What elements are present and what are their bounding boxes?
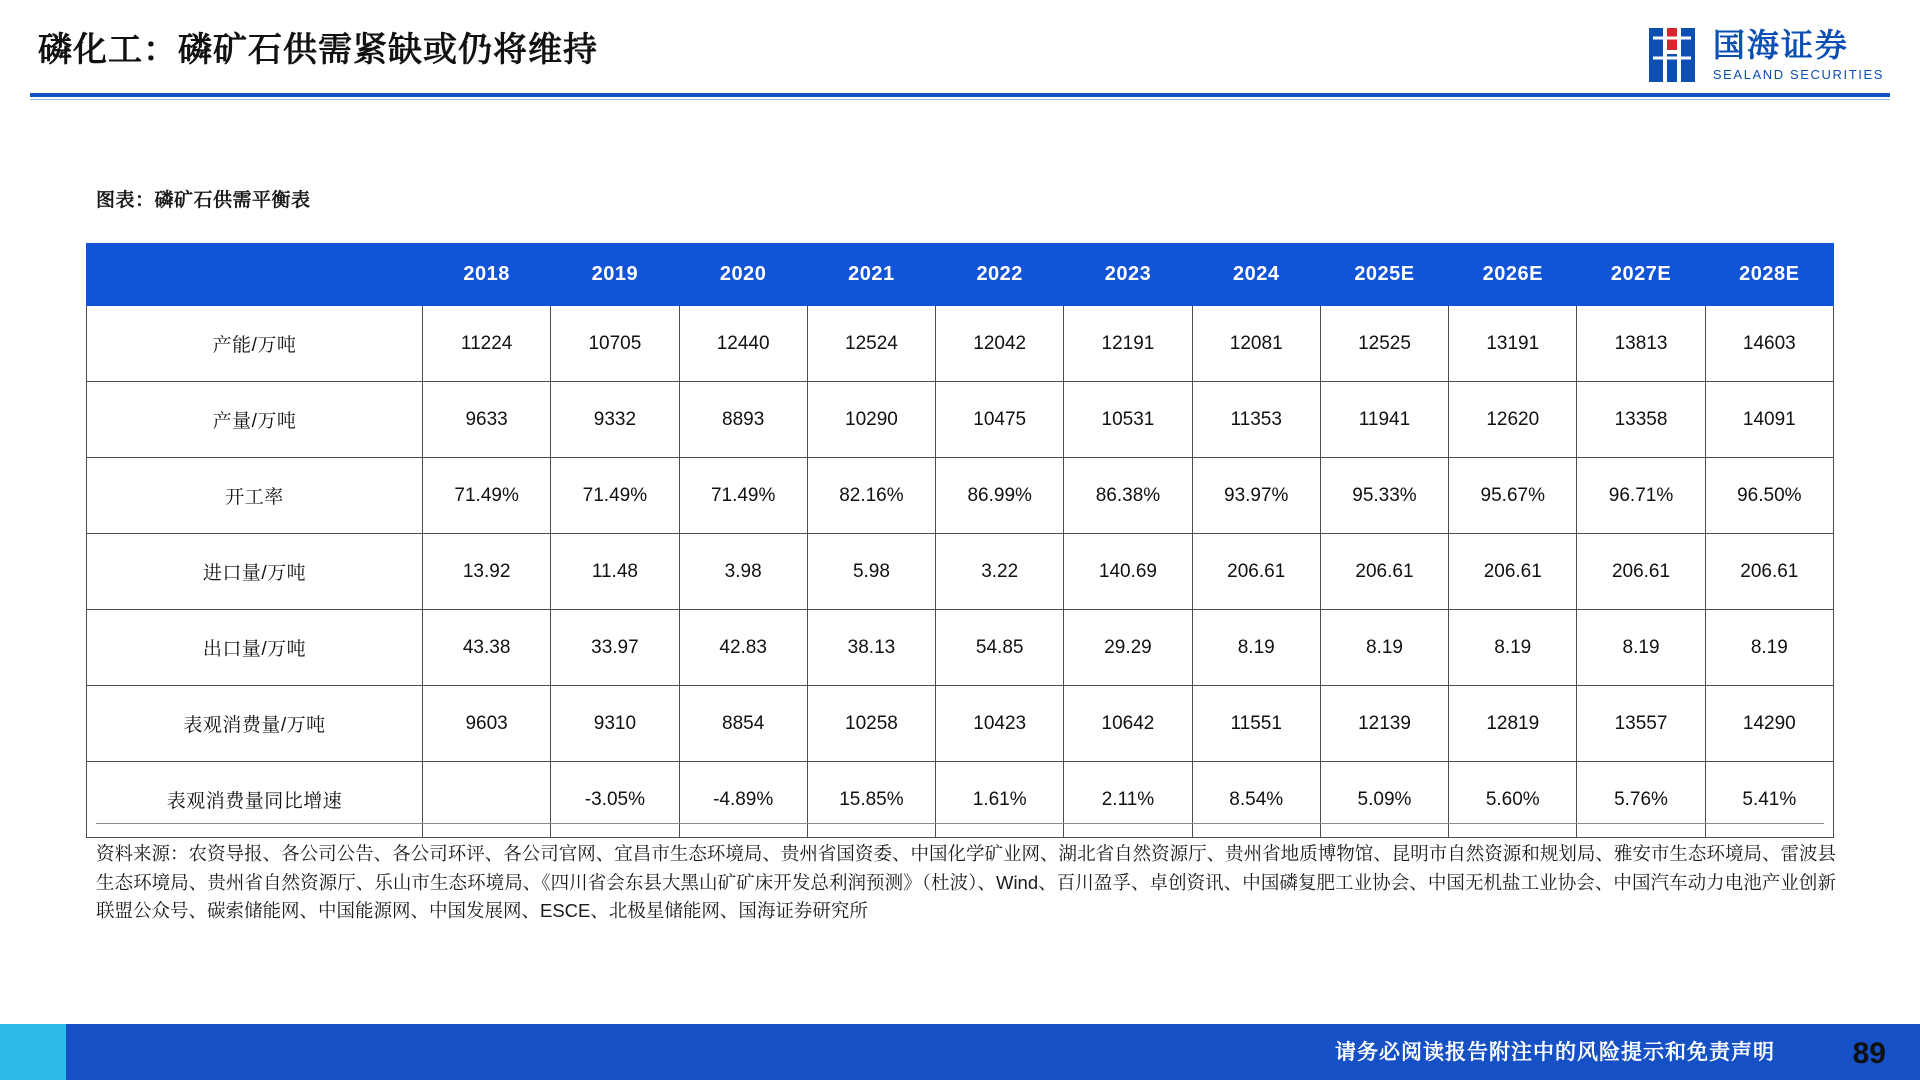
- source-divider: [96, 823, 1824, 824]
- table-cell: 14091: [1705, 382, 1833, 458]
- row-label: 出口量/万吨: [87, 610, 423, 686]
- table-col-header-3: 2020: [679, 244, 807, 306]
- table-cell: 9332: [551, 382, 679, 458]
- table-cell: 95.67%: [1449, 458, 1577, 534]
- table-cell: 11353: [1192, 382, 1320, 458]
- row-label: 表观消费量/万吨: [87, 686, 423, 762]
- page-number: 89: [1852, 1037, 1886, 1070]
- table-col-header-0: [87, 244, 423, 306]
- table-cell: 1.61%: [936, 762, 1064, 838]
- table-cell: 12440: [679, 306, 807, 382]
- table-cell: 13557: [1577, 686, 1705, 762]
- table-col-header-10: 2027E: [1577, 244, 1705, 306]
- table-cell: 33.97: [551, 610, 679, 686]
- table-cell: 38.13: [807, 610, 935, 686]
- table-cell: 12139: [1320, 686, 1448, 762]
- page-title: 磷化工：磷矿石供需紧缺或仍将维持: [38, 31, 598, 69]
- table-cell: 11551: [1192, 686, 1320, 762]
- supply-demand-table: [86, 243, 1834, 838]
- table-cell: 12819: [1449, 686, 1577, 762]
- table-row: [87, 306, 1834, 382]
- row-label: 产能/万吨: [87, 306, 423, 382]
- table-row: [87, 686, 1834, 762]
- table-row: [87, 610, 1834, 686]
- table-cell: 3.98: [679, 534, 807, 610]
- table-col-header-7: 2024: [1192, 244, 1320, 306]
- table-cell: 14290: [1705, 686, 1833, 762]
- table-cell: -3.05%: [551, 762, 679, 838]
- table-col-header-4: 2021: [807, 244, 935, 306]
- table-header-row: [87, 244, 1834, 306]
- table-cell: 206.61: [1705, 534, 1833, 610]
- table-cell: 13358: [1577, 382, 1705, 458]
- table-cell: 12042: [936, 306, 1064, 382]
- table-cell: 12525: [1320, 306, 1448, 382]
- table-cell: [423, 762, 551, 838]
- table-cell: 3.22: [936, 534, 1064, 610]
- table-cell: 93.97%: [1192, 458, 1320, 534]
- table-col-header-2: 2019: [551, 244, 679, 306]
- table-cell: 10705: [551, 306, 679, 382]
- table-cell: 9633: [423, 382, 551, 458]
- table-col-header-1: 2018: [423, 244, 551, 306]
- table-cell: 12081: [1192, 306, 1320, 382]
- footer-disclaimer: 请务必阅读报告附注中的风险提示和免责声明: [1335, 1041, 1775, 1064]
- table-col-header-9: 2026E: [1449, 244, 1577, 306]
- table-cell: 86.99%: [936, 458, 1064, 534]
- table-cell: 8.19: [1192, 610, 1320, 686]
- table-row: [87, 762, 1834, 838]
- logo-wordmark: [1713, 29, 1884, 81]
- table-cell: 42.83: [679, 610, 807, 686]
- table-cell: 5.76%: [1577, 762, 1705, 838]
- table-cell: 5.60%: [1449, 762, 1577, 838]
- table-cell: 10423: [936, 686, 1064, 762]
- table-cell: 8893: [679, 382, 807, 458]
- row-label: 开工率: [87, 458, 423, 534]
- table-cell: 95.33%: [1320, 458, 1448, 534]
- table-cell: 10531: [1064, 382, 1192, 458]
- table-cell: 54.85: [936, 610, 1064, 686]
- table-cell: 206.61: [1449, 534, 1577, 610]
- row-label: 进口量/万吨: [87, 534, 423, 610]
- table-cell: 10642: [1064, 686, 1192, 762]
- table-cell: 29.29: [1064, 610, 1192, 686]
- slide-header: [0, 0, 1920, 120]
- row-label: 产量/万吨: [87, 382, 423, 458]
- company-logo: [1643, 20, 1884, 90]
- table-cell: 10258: [807, 686, 935, 762]
- table-row: [87, 458, 1834, 534]
- table-cell: 86.38%: [1064, 458, 1192, 534]
- table-cell: 206.61: [1320, 534, 1448, 610]
- table-cell: 12524: [807, 306, 935, 382]
- table-cell: 8.19: [1577, 610, 1705, 686]
- table-cell: 5.98: [807, 534, 935, 610]
- table-cell: 71.49%: [551, 458, 679, 534]
- logo-name-cn: 国海证券: [1712, 27, 1849, 63]
- header-divider: [30, 93, 1890, 97]
- table-col-header-11: 2028E: [1705, 244, 1833, 306]
- table-cell: 10475: [936, 382, 1064, 458]
- table-cell: 8854: [679, 686, 807, 762]
- table-col-header-5: 2022: [936, 244, 1064, 306]
- table-row: [87, 534, 1834, 610]
- logo-name-en: SEALAND SECURITIES: [1712, 67, 1884, 82]
- table-cell: 5.41%: [1705, 762, 1833, 838]
- table-cell: 9310: [551, 686, 679, 762]
- source-note: 资料来源：农资导报、各公司公告、各公司环评、各公司官网、宜昌市生态环境局、贵州省国资委、中国化学矿业网、湖北省自然资源厅、贵州省地质博物馆、昆明市自然资源和规划局、雅安市生态环境局、雷波县生态环境局、贵州省自然资源厅、乐山市生态环境局、《四川省会东县大黑山矿矿床开发总利润预测》（杜波）、Wind、百川盈孚、卓创资讯、中国磷复肥工业协会、中国无机盐工业协会、中国汽车动力电池产业创新联盟公众号、碳索储能网、中国能源网、中国发展网、ESCE、北极星储能网、国海证券研究所: [96, 843, 1836, 922]
- table-cell: 13191: [1449, 306, 1577, 382]
- table-cell: -4.89%: [679, 762, 807, 838]
- row-label: 表观消费量同比增速: [87, 762, 423, 838]
- table-cell: 12191: [1064, 306, 1192, 382]
- table-cell: 12620: [1449, 382, 1577, 458]
- figure-caption: 图表：磷矿石供需平衡表: [96, 190, 311, 211]
- sealand-logo-icon: [1643, 24, 1701, 86]
- table-cell: 13813: [1577, 306, 1705, 382]
- table-cell: 8.54%: [1192, 762, 1320, 838]
- table-cell: 71.49%: [679, 458, 807, 534]
- table-cell: 11224: [423, 306, 551, 382]
- table-cell: 5.09%: [1320, 762, 1448, 838]
- table-cell: 96.71%: [1577, 458, 1705, 534]
- footer-accent-block: [0, 1024, 66, 1080]
- supply-demand-table-container: [86, 243, 1834, 838]
- table-cell: 8.19: [1320, 610, 1448, 686]
- table-cell: 8.19: [1705, 610, 1833, 686]
- table-cell: 71.49%: [423, 458, 551, 534]
- table-col-header-8: 2025E: [1320, 244, 1448, 306]
- table-cell: 96.50%: [1705, 458, 1833, 534]
- table-cell: 11941: [1320, 382, 1448, 458]
- table-cell: 206.61: [1577, 534, 1705, 610]
- table-cell: 15.85%: [807, 762, 935, 838]
- table-cell: 10290: [807, 382, 935, 458]
- table-cell: 82.16%: [807, 458, 935, 534]
- table-col-header-6: 2023: [1064, 244, 1192, 306]
- header-divider-thin: [30, 99, 1890, 100]
- table-cell: 206.61: [1192, 534, 1320, 610]
- table-cell: 43.38: [423, 610, 551, 686]
- table-cell: 2.11%: [1064, 762, 1192, 838]
- table-cell: 140.69: [1064, 534, 1192, 610]
- table-cell: 8.19: [1449, 610, 1577, 686]
- table-cell: 11.48: [551, 534, 679, 610]
- table-cell: 14603: [1705, 306, 1833, 382]
- table-cell: 13.92: [423, 534, 551, 610]
- table-cell: 9603: [423, 686, 551, 762]
- table-row: [87, 382, 1834, 458]
